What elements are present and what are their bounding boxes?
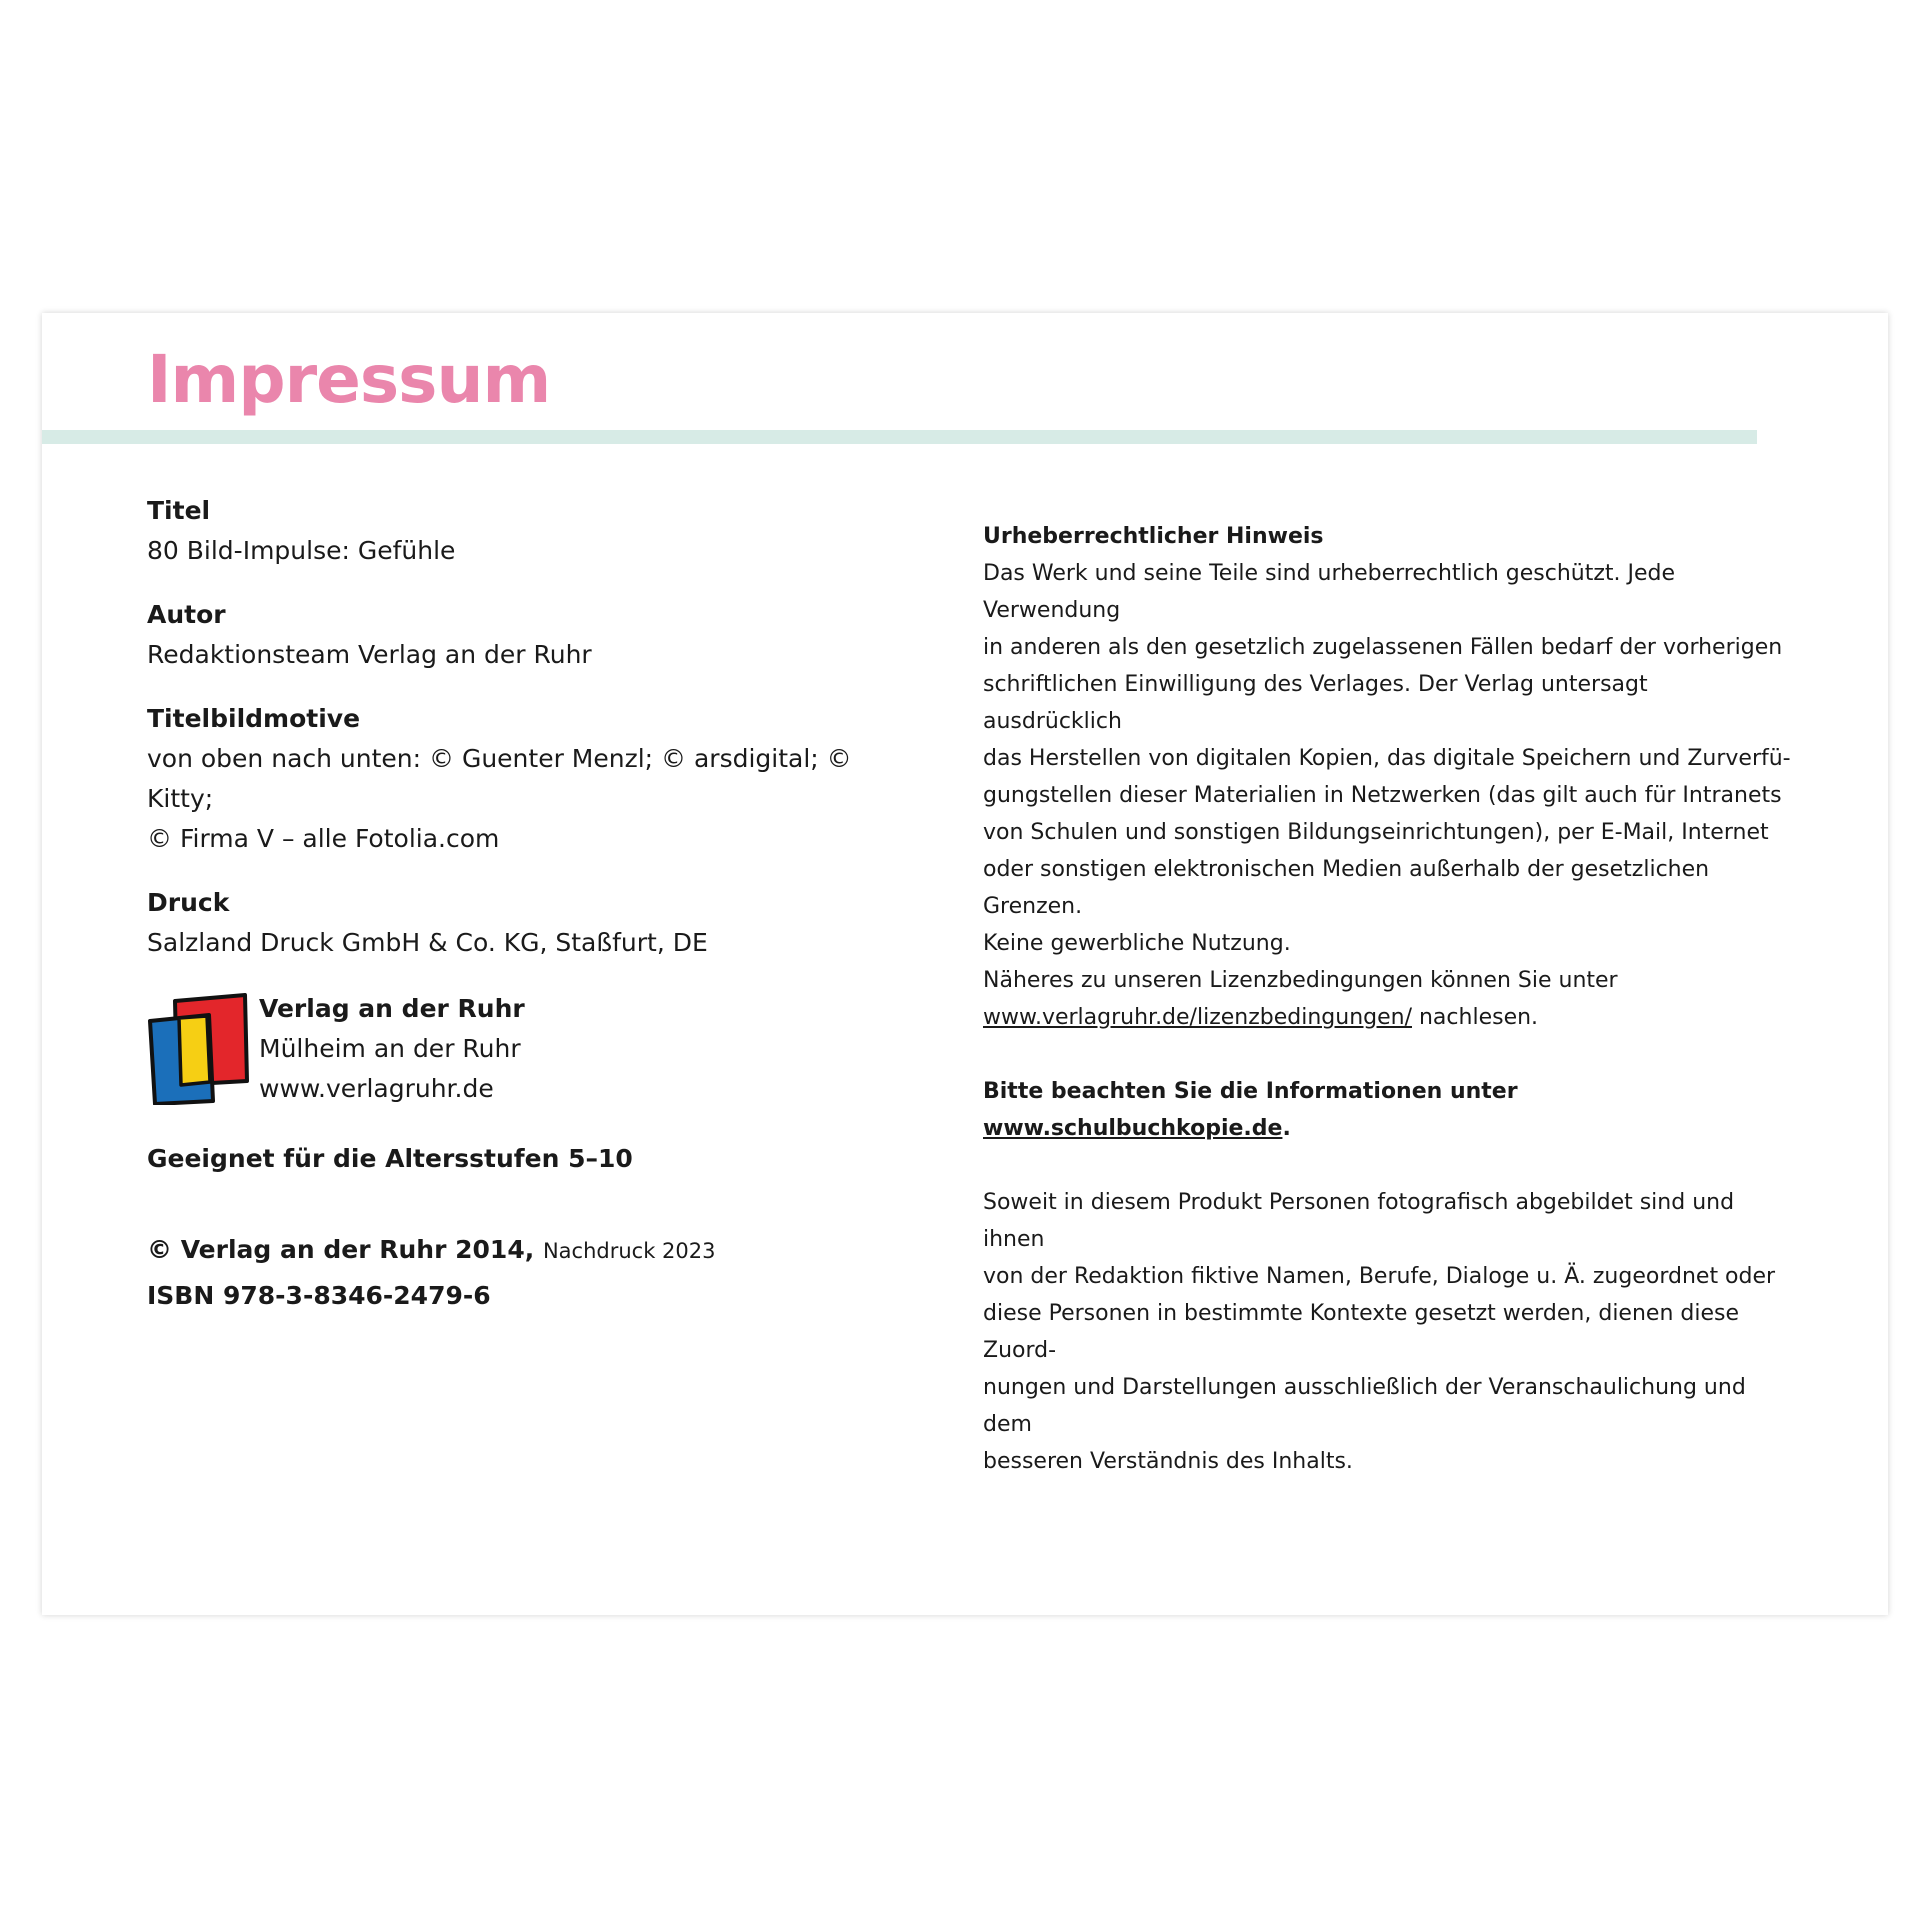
publisher-block	[147, 989, 907, 1109]
copyright-notice-heading: Urheberrechtlicher Hinweis	[983, 524, 1324, 549]
title-divider	[42, 430, 1757, 444]
disclaimer-line: nungen und Darstellungen ausschließlich der Veranschaulichung und dem	[983, 1375, 1746, 1437]
license-suffix: nachlesen.	[1412, 1005, 1539, 1030]
title-section	[147, 491, 907, 571]
license-link[interactable]: www.verlagruhr.de/lizenzbedingungen/	[983, 1005, 1412, 1030]
notice-line: oder sonstigen elektronischen Medien außerhalb der gesetzlichen Grenzen.	[983, 857, 1710, 919]
titel-label: Titel	[147, 496, 211, 525]
motive-label: Titelbildmotive	[147, 704, 361, 733]
impressum-card	[42, 313, 1888, 1615]
reprint-text: Nachdruck 2023	[542, 1239, 716, 1263]
autor-label: Autor	[147, 600, 226, 629]
notice-line: Das Werk und seine Teile sind urheberrechtlich geschützt. Jede Verwendung	[983, 561, 1676, 623]
notice-line: gungstellen dieser Materialien in Netzwerken (das gilt auch für Intranets	[983, 783, 1782, 808]
print-section	[147, 883, 907, 963]
publisher-name: Verlag an der Ruhr	[259, 994, 525, 1023]
motive-line-1: von oben nach unten: © Guenter Menzl; © arsdigital; © Kitty;	[147, 744, 852, 813]
author-section	[147, 595, 907, 675]
publisher-url[interactable]: www.verlagruhr.de	[259, 1074, 494, 1103]
druck-label: Druck	[147, 888, 230, 917]
left-column	[147, 491, 907, 1318]
note-prefix: Bitte beachten Sie die Informationen unter	[983, 1079, 1518, 1104]
schulbuchkopie-note	[983, 1073, 1793, 1147]
schulbuchkopie-link[interactable]: www.schulbuchkopie.de	[983, 1116, 1283, 1141]
disclaimer-line: Soweit in diesem Produkt Personen fotografisch abgebildet sind und ihnen	[983, 1190, 1735, 1252]
license-line	[983, 999, 1793, 1036]
titel-value: 80 Bild-Impulse: Gefühle	[147, 536, 456, 565]
druck-value: Salzland Druck GmbH & Co. KG, Staßfurt, DE	[147, 928, 708, 957]
disclaimer-line: diese Personen in bestimmte Kontexte gesetzt werden, dienen diese Zuord-	[983, 1301, 1739, 1363]
page-title: Impressum	[147, 341, 551, 418]
isbn: ISBN 978-3-8346-2479-6	[147, 1281, 491, 1310]
notice-line: Näheres zu unseren Lizenzbedingungen können Sie unter	[983, 968, 1618, 993]
autor-value: Redaktionsteam Verlag an der Ruhr	[147, 640, 592, 669]
publisher-text	[259, 989, 525, 1109]
age-suitability: Geeignet für die Altersstufen 5–10	[147, 1144, 633, 1173]
right-column	[983, 518, 1793, 1480]
notice-line: schriftlichen Einwilligung des Verlages. Der Verlag untersagt ausdrücklich	[983, 672, 1648, 734]
publisher-logo-icon	[147, 993, 249, 1105]
copyright-text: © Verlag an der Ruhr 2014,	[147, 1235, 535, 1264]
publisher-city: Mülheim an der Ruhr	[259, 1034, 521, 1063]
note-suffix: .	[1282, 1116, 1291, 1141]
notice-line: Keine gewerbliche Nutzung.	[983, 931, 1291, 956]
disclaimer-line: besseren Verständnis des Inhalts.	[983, 1449, 1353, 1474]
copyright-line	[147, 1227, 907, 1274]
cover-motives-section	[147, 699, 907, 859]
notice-line: von Schulen und sonstigen Bildungseinrichtungen), per E-Mail, Internet	[983, 820, 1769, 845]
motive-line-2: © Firma V – alle Fotolia.com	[147, 824, 500, 853]
persons-disclaimer	[983, 1184, 1793, 1480]
notice-line: in anderen als den gesetzlich zugelassenen Fällen bedarf der vorherigen	[983, 635, 1783, 660]
disclaimer-line: von der Redaktion fiktive Namen, Berufe, Dialoge u. Ä. zugeordnet oder	[983, 1264, 1776, 1289]
notice-line: das Herstellen von digitalen Kopien, das digitale Speichern und Zurverfü-	[983, 746, 1791, 771]
